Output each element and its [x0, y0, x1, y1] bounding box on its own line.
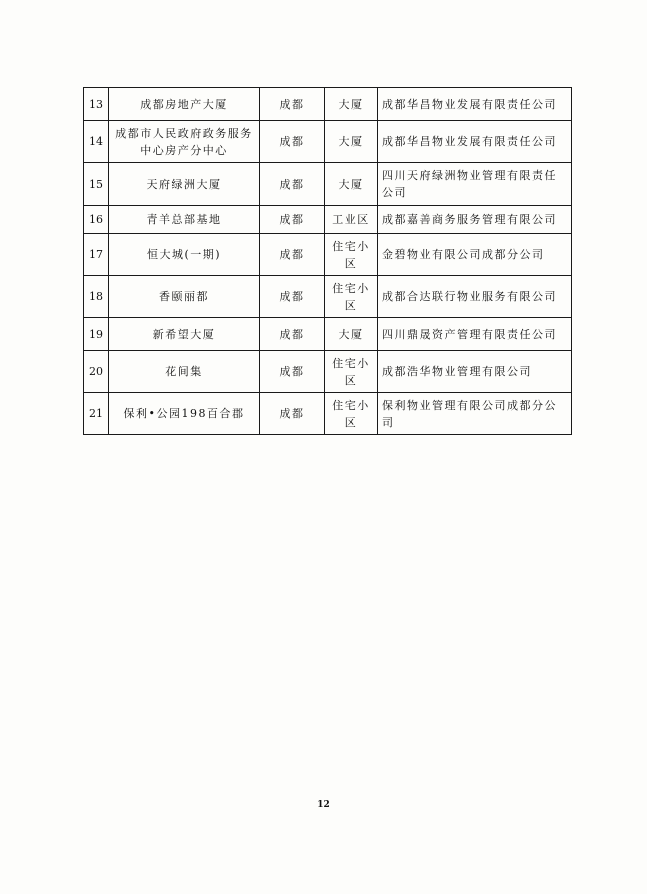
- property-name: 保利•公园198百合郡: [109, 393, 260, 435]
- management-company: 成都嘉善商务服务管理有限公司: [378, 206, 572, 234]
- management-company: 成都华昌物业发展有限责任公司: [378, 88, 572, 121]
- management-company: 金碧物业有限公司成都分公司: [378, 234, 572, 276]
- city: 成都: [260, 234, 325, 276]
- property-type: 住宅小区: [325, 234, 378, 276]
- table-row: [84, 163, 572, 206]
- city: 成都: [260, 318, 325, 351]
- management-company: 四川天府绿洲物业管理有限责任公司: [378, 163, 572, 206]
- property-name: 天府绿洲大厦: [109, 163, 260, 206]
- property-name: 香颐丽都: [109, 276, 260, 318]
- property-type: 住宅小区: [325, 393, 378, 435]
- property-name: 新希望大厦: [109, 318, 260, 351]
- property-list-table: [83, 87, 572, 435]
- city: 成都: [260, 276, 325, 318]
- row-number: 14: [84, 121, 109, 163]
- row-number: 18: [84, 276, 109, 318]
- property-type: 工业区: [325, 206, 378, 234]
- management-company: 成都合达联行物业服务有限公司: [378, 276, 572, 318]
- table-row: [84, 393, 572, 435]
- property-name: 成都房地产大厦: [109, 88, 260, 121]
- city: 成都: [260, 206, 325, 234]
- page-number: 12: [317, 800, 330, 810]
- property-name: 成都市人民政府政务服务中心房产分中心: [109, 121, 260, 163]
- management-company: 保利物业管理有限公司成都分公司: [378, 393, 572, 435]
- property-type: 大厦: [325, 318, 378, 351]
- table-row: [84, 121, 572, 163]
- row-number: 17: [84, 234, 109, 276]
- property-type: 大厦: [325, 88, 378, 121]
- management-company: 四川鼎晟资产管理有限责任公司: [378, 318, 572, 351]
- table-row: [84, 351, 572, 393]
- city: 成都: [260, 121, 325, 163]
- property-type: 大厦: [325, 121, 378, 163]
- property-name: 花间集: [109, 351, 260, 393]
- city: 成都: [260, 163, 325, 206]
- row-number: 13: [84, 88, 109, 121]
- property-type: 住宅小区: [325, 276, 378, 318]
- city: 成都: [260, 351, 325, 393]
- property-type: 住宅小区: [325, 351, 378, 393]
- table-row: [84, 206, 572, 234]
- row-number: 19: [84, 318, 109, 351]
- property-name: 青羊总部基地: [109, 206, 260, 234]
- table-row: [84, 276, 572, 318]
- management-company: 成都华昌物业发展有限责任公司: [378, 121, 572, 163]
- city: 成都: [260, 393, 325, 435]
- city: 成都: [260, 88, 325, 121]
- table-row: [84, 234, 572, 276]
- management-company: 成都浩华物业管理有限公司: [378, 351, 572, 393]
- row-number: 15: [84, 163, 109, 206]
- row-number: 16: [84, 206, 109, 234]
- table-row: [84, 318, 572, 351]
- property-type: 大厦: [325, 163, 378, 206]
- row-number: 20: [84, 351, 109, 393]
- table-row: [84, 88, 572, 121]
- property-name: 恒大城(一期): [109, 234, 260, 276]
- row-number: 21: [84, 393, 109, 435]
